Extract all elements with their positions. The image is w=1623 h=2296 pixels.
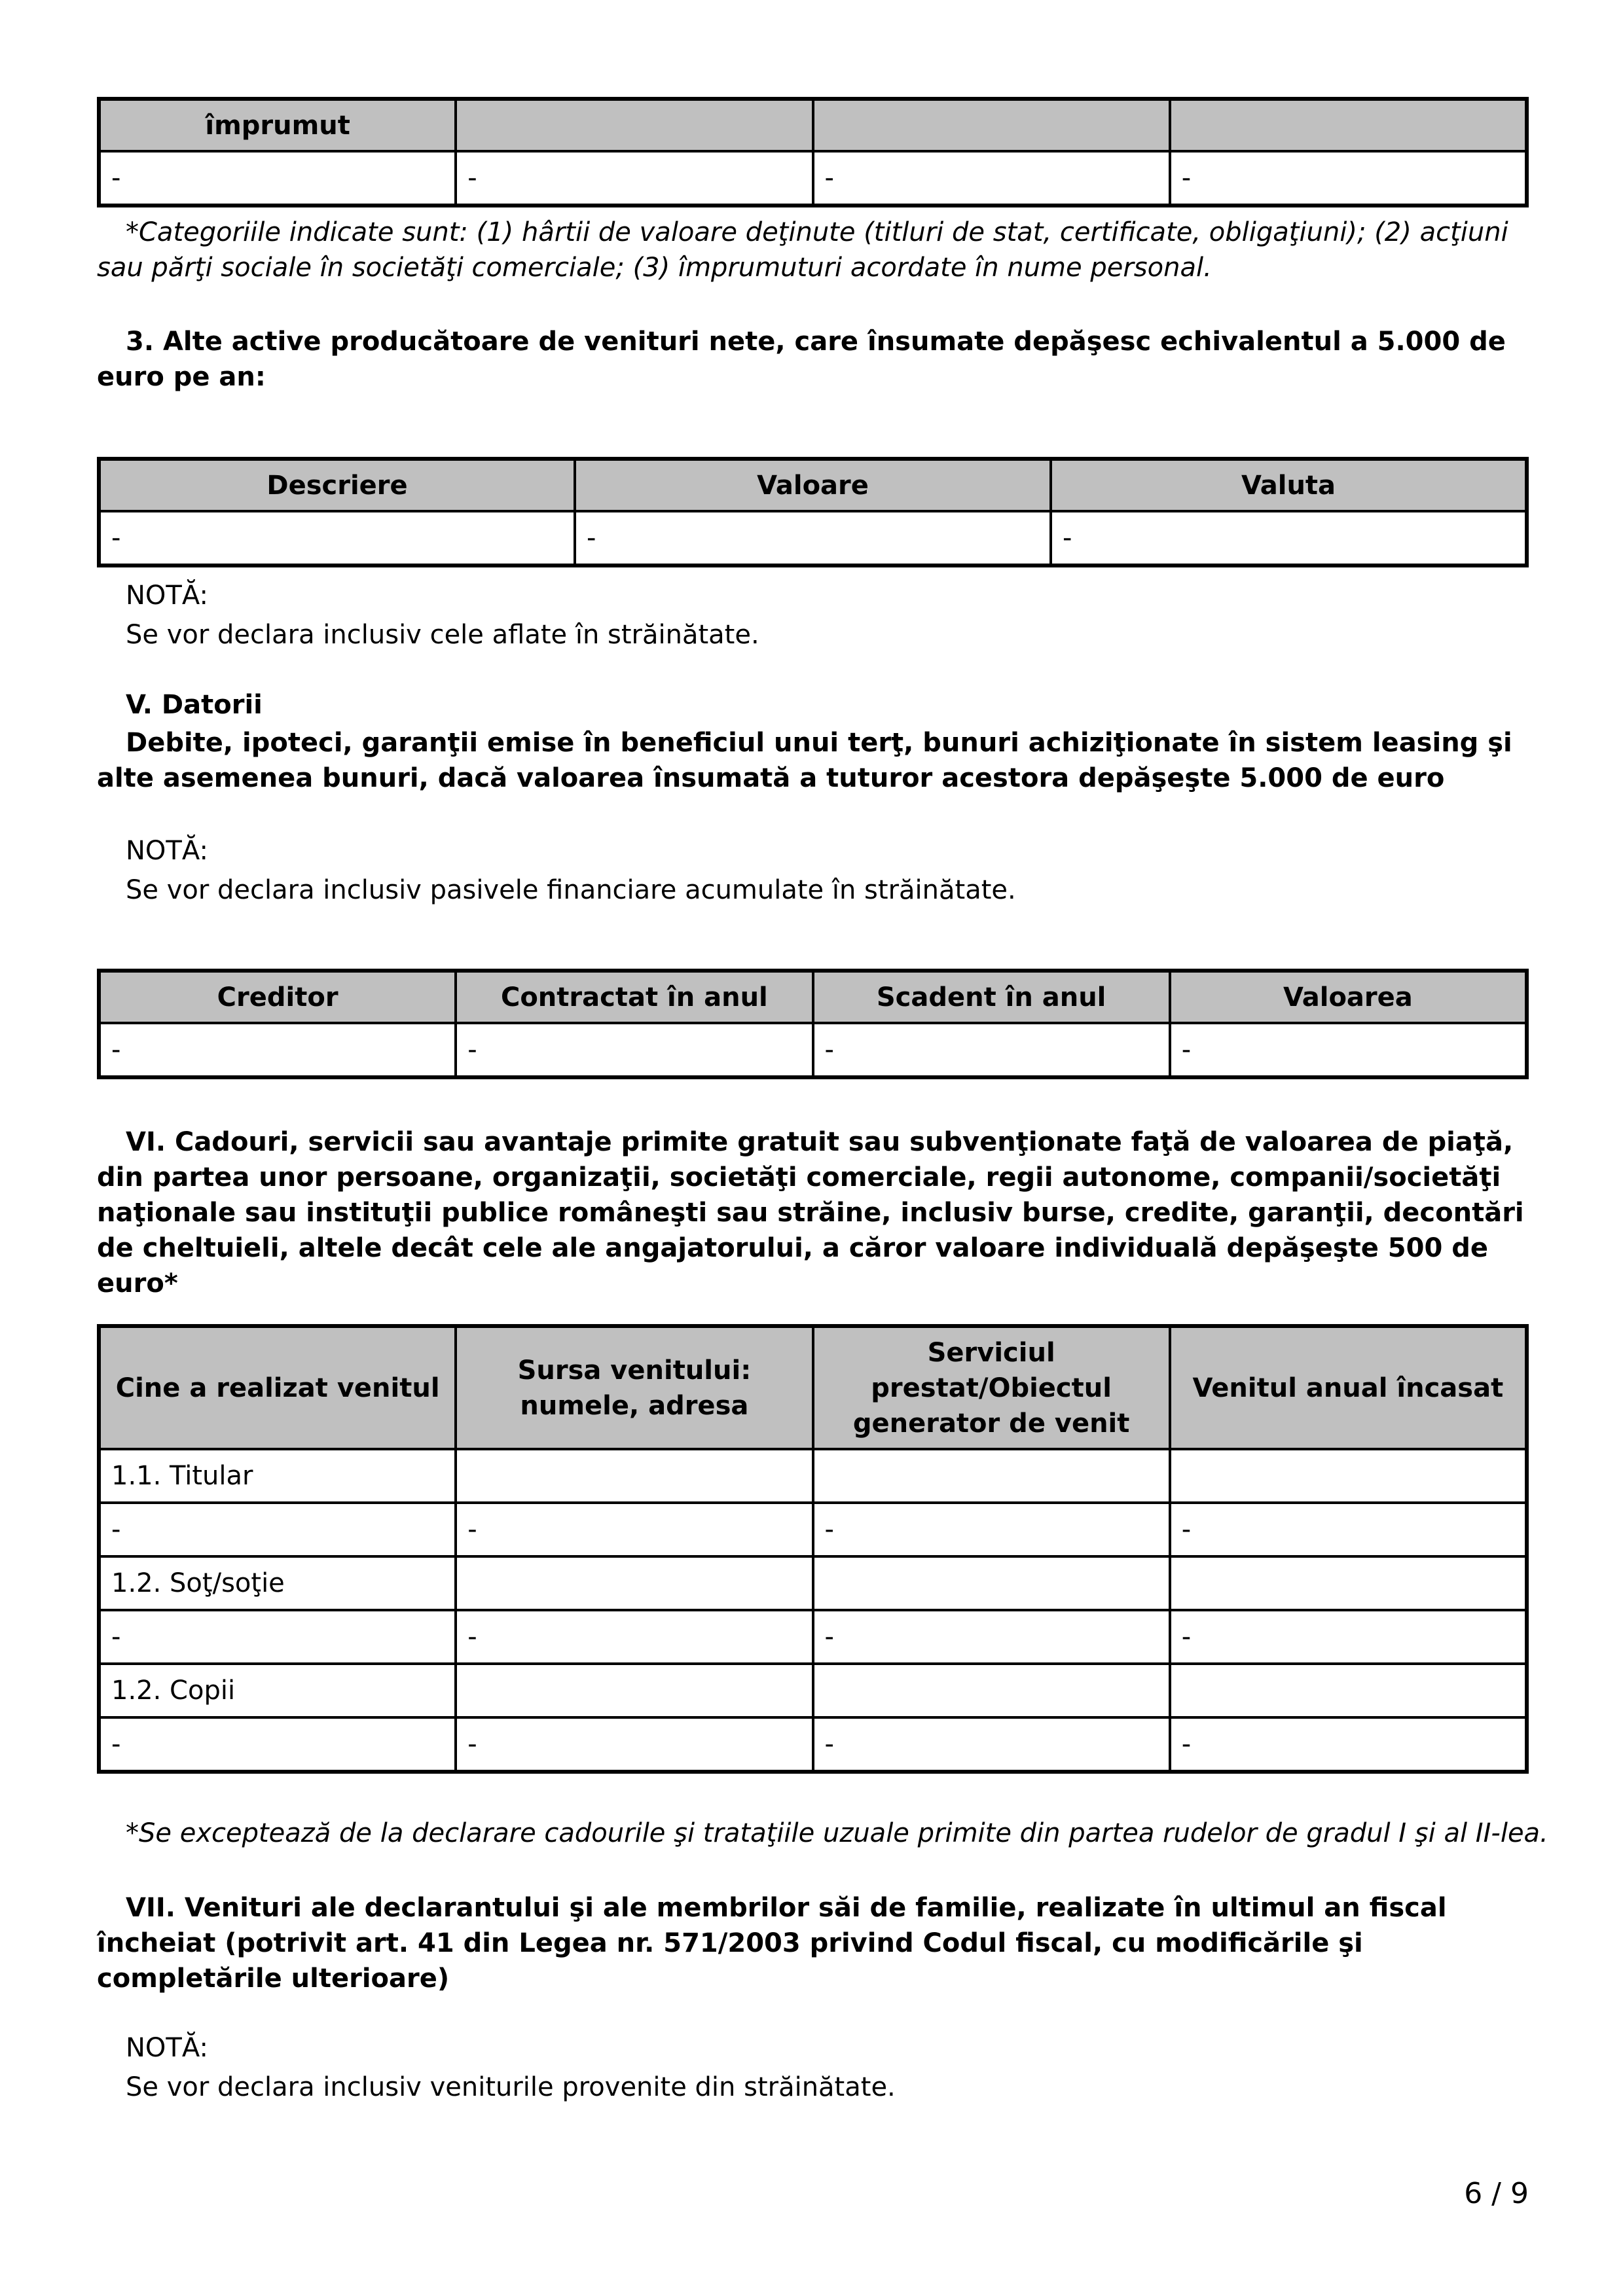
table-cell: 1.1. Titular [99, 1449, 456, 1503]
table-cell [813, 1556, 1170, 1610]
table-cell [456, 1449, 812, 1503]
table-cell: - [99, 1717, 456, 1772]
table-cell: 1.2. Soţ/soţie [99, 1556, 456, 1610]
section-7-note-text: Se vor declara inclusiv veniturile provenite din străinătate. [126, 2072, 896, 2102]
page-number: 6 / 9 [1464, 2177, 1529, 2210]
table-cell: - [99, 511, 575, 565]
column-header: împrumut [99, 99, 456, 151]
section-5-title: V. Datorii [126, 690, 263, 720]
column-header [456, 99, 812, 151]
table-row [99, 1023, 1527, 1077]
section-5-description: Debite, ipoteci, garanţii emise în beneficiul unui terţ, bunuri achiziţionate în sistem leasing şi alte asemenea bunuri, dacă valoarea însumată a tuturor acestora depăşeşte 5.000 de euro [97, 728, 1512, 793]
column-header: Descriere [99, 459, 575, 511]
column-header [1170, 99, 1527, 151]
column-header: Scadent în anul [813, 971, 1170, 1023]
table-row [99, 1664, 1527, 1717]
categories-footnote: *Categoriile indicate sunt: (1) hârtii de valoare deţinute (titluri de stat, certificate, obligaţiuni); (2) acţiuni sau părţi sociale în societăţi comerciale; (3) împrumuturi acordate în nume personal. [97, 217, 1508, 283]
table-cell: - [456, 1717, 812, 1772]
section-6-footnote: *Se exceptează de la declarare cadourile şi trataţiile uzuale primite din partea rudelor de gradul I şi al II-lea. [126, 1818, 1548, 1848]
section-7-heading: VII. Venituri ale declarantului şi ale membrilor săi de familie, realizate în ultimul an fiscal încheiat (potrivit art. 41 din Legea nr. 571/2003 privind Codul fiscal, cu modificările şi completările ulterioare) [97, 1893, 1447, 1994]
table-row [99, 1610, 1527, 1664]
column-header: Serviciul prestat/Obiectul generator de venit [813, 1326, 1170, 1449]
table-cell: - [456, 1503, 812, 1556]
table-cell [1170, 1449, 1527, 1503]
table-cell: 1.2. Copii [99, 1664, 456, 1717]
debts-table-container [97, 969, 1529, 1079]
section-3-note-label: NOTĂ: [126, 581, 208, 611]
section-5-note-label: NOTĂ: [126, 836, 208, 866]
other-assets-table [97, 457, 1529, 567]
column-header: Valoarea [1170, 971, 1527, 1023]
table-cell: - [1051, 511, 1527, 565]
section-7-note-label: NOTĂ: [126, 2033, 208, 2063]
table-row [99, 511, 1527, 565]
column-header: Valoare [575, 459, 1051, 511]
table-cell: - [99, 1023, 456, 1077]
table-cell: - [1170, 151, 1527, 206]
table-cell: - [813, 1717, 1170, 1772]
table-row [99, 1449, 1527, 1503]
column-header: Sursa venitului: numele, adresa [456, 1326, 812, 1449]
column-header [813, 99, 1170, 151]
section-6-heading: VI. Cadouri, servicii sau avantaje primite gratuit sau subvenţionate faţă de valoarea de piaţă, din partea unor persoane, organizaţii, societăţi comerciale, regii autonome, companii/societăţi naţionale sau instituţii publice româneşti sau străine, inclusiv burse, credite, garanţii, decontări de cheltuieli, altele decât cele ale angajatorului, a căror valoare individuală depăşeşte 500 de euro* [97, 1127, 1524, 1299]
column-header: Contractat în anul [456, 971, 812, 1023]
table-cell [1170, 1556, 1527, 1610]
table-cell [456, 1664, 812, 1717]
table-cell: - [456, 151, 812, 206]
column-header: Creditor [99, 971, 456, 1023]
table-cell [1170, 1664, 1527, 1717]
table-cell: - [1170, 1503, 1527, 1556]
table-cell [813, 1664, 1170, 1717]
table-cell: - [99, 1503, 456, 1556]
table-row [99, 151, 1527, 206]
column-header: Valuta [1051, 459, 1527, 511]
table-cell: - [813, 151, 1170, 206]
loans-table-container [97, 97, 1529, 207]
gifts-table [97, 1324, 1529, 1774]
debts-table [97, 969, 1529, 1079]
section-5-note-text: Se vor declara inclusiv pasivele financiare acumulate în străinătate. [126, 875, 1016, 905]
table-row [99, 1503, 1527, 1556]
table-cell: - [813, 1610, 1170, 1664]
table-header-row [99, 971, 1527, 1023]
table-cell: - [575, 511, 1051, 565]
table-cell: - [456, 1023, 812, 1077]
table-header-row [99, 1326, 1527, 1449]
section-3-note-text: Se vor declara inclusiv cele aflate în străinătate. [126, 620, 759, 650]
table-row [99, 1717, 1527, 1772]
table-cell: - [1170, 1610, 1527, 1664]
table-cell: - [813, 1503, 1170, 1556]
other-assets-table-container [97, 457, 1529, 567]
table-cell: - [99, 1610, 456, 1664]
table-header-row [99, 99, 1527, 151]
table-row [99, 1556, 1527, 1610]
table-cell [456, 1556, 812, 1610]
table-cell: - [456, 1610, 812, 1664]
gifts-table-container [97, 1324, 1529, 1774]
table-cell: - [813, 1023, 1170, 1077]
table-header-row [99, 459, 1527, 511]
section-3-heading: 3. Alte active producătoare de venituri nete, care însumate depăşesc echivalentul a 5.000 de euro pe an: [97, 327, 1506, 392]
table-cell: - [99, 151, 456, 206]
column-header: Cine a realizat venitul [99, 1326, 456, 1449]
column-header: Venitul anual încasat [1170, 1326, 1527, 1449]
table-cell: - [1170, 1717, 1527, 1772]
loans-table [97, 97, 1529, 207]
table-cell [813, 1449, 1170, 1503]
table-cell: - [1170, 1023, 1527, 1077]
